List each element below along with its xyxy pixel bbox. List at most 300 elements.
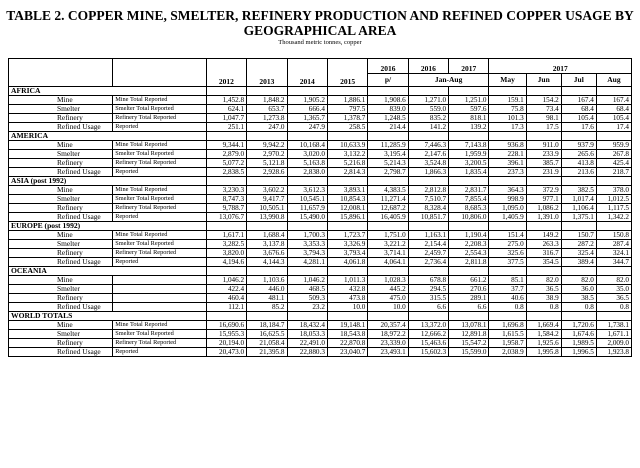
section-empty-cell [247, 87, 287, 96]
value-cell: 3,020.0 [287, 150, 327, 159]
title-line-2: GEOGRAPHICAL AREA [243, 23, 397, 38]
value-cell: 3,602.2 [247, 186, 287, 195]
value-cell: 101.3 [489, 114, 526, 123]
value-cell: 1,103.6 [247, 276, 287, 285]
section-empty-cell [526, 222, 561, 231]
value-cell: 218.7 [596, 168, 631, 177]
value-cell: 666.4 [287, 105, 327, 114]
value-cell: 1,995.8 [526, 348, 561, 357]
row-label: Smelter [9, 195, 113, 204]
value-cell: 16,625.5 [247, 330, 287, 339]
value-cell: 3,794.3 [287, 249, 327, 258]
value-cell: 413.8 [561, 159, 596, 168]
value-cell: 2,928.6 [247, 168, 287, 177]
value-cell: 12,008.1 [327, 204, 367, 213]
value-cell: 1,011.3 [327, 276, 367, 285]
section-empty-cell [561, 87, 596, 96]
header-corner-label [9, 59, 113, 87]
section-empty-cell [206, 267, 246, 276]
section-empty-cell [408, 87, 448, 96]
table-row [9, 303, 632, 312]
value-cell: 287.4 [596, 240, 631, 249]
value-cell: 344.7 [596, 258, 631, 267]
row-label: Refined Usage [9, 258, 113, 267]
value-cell: 9,788.7 [206, 204, 246, 213]
value-cell: 1,688.4 [247, 231, 287, 240]
section-empty-cell [287, 87, 327, 96]
section-empty-cell [449, 132, 489, 141]
value-cell: 1,012.5 [596, 195, 631, 204]
value-cell: 17.4 [596, 123, 631, 132]
section-empty-cell [526, 177, 561, 186]
value-cell: 15,599.0 [449, 348, 489, 357]
value-cell: 3,326.9 [327, 240, 367, 249]
value-cell: 35.0 [596, 285, 631, 294]
value-cell: 378.0 [596, 186, 631, 195]
row-label: Refined Usage [9, 123, 113, 132]
value-cell: 0.8 [596, 303, 631, 312]
value-cell: 468.5 [287, 285, 327, 294]
section-empty-cell [596, 177, 631, 186]
value-cell: 82.0 [561, 276, 596, 285]
value-cell: 364.3 [489, 186, 526, 195]
value-cell: 36.0 [561, 285, 596, 294]
value-cell: 1,866.3 [408, 168, 448, 177]
value-cell: 20,194.0 [206, 339, 246, 348]
value-cell: 159.1 [489, 96, 526, 105]
section-empty-cell [561, 312, 596, 321]
value-cell: 141.2 [408, 123, 448, 132]
value-cell: 149.2 [526, 231, 561, 240]
section-name: EUROPE (post 1992) [9, 222, 207, 231]
value-cell: 8,328.4 [408, 204, 448, 213]
value-cell: 251.1 [206, 123, 246, 132]
value-cell: 13,076.7 [206, 213, 246, 222]
value-cell: 23,493.1 [368, 348, 408, 357]
section-row [9, 312, 632, 321]
value-cell: 937.9 [561, 141, 596, 150]
value-cell: 20,473.0 [206, 348, 246, 357]
value-cell: 1,696.8 [489, 321, 526, 330]
value-cell: 911.0 [526, 141, 561, 150]
value-cell: 8,685.3 [449, 204, 489, 213]
value-cell: 1,615.5 [489, 330, 526, 339]
header-year-2015: 2015 [327, 59, 367, 87]
section-empty-cell [206, 222, 246, 231]
section-empty-cell [368, 222, 408, 231]
value-cell: 287.2 [561, 240, 596, 249]
section-name: OCEANIA [9, 267, 207, 276]
table-row [9, 150, 632, 159]
value-cell: 2,838.0 [287, 168, 327, 177]
value-cell: 1,452.8 [206, 96, 246, 105]
table-row [9, 213, 632, 222]
value-cell: 3,893.1 [327, 186, 367, 195]
section-empty-cell [247, 132, 287, 141]
value-cell: 475.0 [368, 294, 408, 303]
section-empty-cell [408, 267, 448, 276]
value-cell: 1,086.2 [526, 204, 561, 213]
value-cell: 425.4 [596, 159, 631, 168]
value-cell: 38.5 [561, 294, 596, 303]
value-cell: 325.6 [489, 249, 526, 258]
value-cell: 2,736.4 [408, 258, 448, 267]
value-cell: 294.5 [408, 285, 448, 294]
value-cell: 112.1 [206, 303, 246, 312]
value-cell: 1,248.5 [368, 114, 408, 123]
value-cell: 11,657.9 [287, 204, 327, 213]
section-empty-cell [206, 312, 246, 321]
value-cell: 3,195.4 [368, 150, 408, 159]
value-cell: 23,040.7 [327, 348, 367, 357]
value-cell: 4,064.1 [368, 258, 408, 267]
value-cell: 432.8 [327, 285, 367, 294]
value-cell: 2,459.7 [408, 249, 448, 258]
value-cell: 1,163.1 [408, 231, 448, 240]
table-title [0, 0, 640, 38]
section-empty-cell [368, 267, 408, 276]
section-name: WORLD TOTALS [9, 312, 207, 321]
value-cell: 998.9 [489, 195, 526, 204]
row-label: Mine [9, 231, 113, 240]
value-cell: 1,848.2 [247, 96, 287, 105]
table-row [9, 348, 632, 357]
section-empty-cell [526, 132, 561, 141]
header-monthly-2017: 2017 [489, 59, 632, 74]
value-cell: 1,908.6 [368, 96, 408, 105]
section-empty-cell [449, 222, 489, 231]
table-row [9, 321, 632, 330]
value-cell: 835.2 [408, 114, 448, 123]
section-empty-cell [596, 87, 631, 96]
value-cell: 17.5 [526, 123, 561, 132]
row-label: Refinery [9, 114, 113, 123]
value-cell: 105.4 [596, 114, 631, 123]
value-cell: 8,747.3 [206, 195, 246, 204]
value-cell: 3,820.0 [206, 249, 246, 258]
section-empty-cell [561, 222, 596, 231]
value-cell: 36.5 [596, 294, 631, 303]
header-year-2016: 2016 [368, 59, 408, 74]
value-cell: 389.4 [561, 258, 596, 267]
row-description: Reported [113, 213, 207, 222]
value-cell: 1,835.4 [449, 168, 489, 177]
value-cell: 2,038.9 [489, 348, 526, 357]
value-cell: 0.8 [489, 303, 526, 312]
section-empty-cell [327, 267, 367, 276]
value-cell: 16,405.9 [368, 213, 408, 222]
section-empty-cell [408, 222, 448, 231]
value-cell: 1,106.4 [561, 204, 596, 213]
value-cell: 0.8 [561, 303, 596, 312]
value-cell: 1,700.3 [287, 231, 327, 240]
row-description: Reported [113, 348, 207, 357]
value-cell: 1,674.6 [561, 330, 596, 339]
value-cell: 213.6 [561, 168, 596, 177]
row-description: Mine Total Reported [113, 186, 207, 195]
value-cell: 10,505.1 [247, 204, 287, 213]
section-row [9, 87, 632, 96]
header-year-2012: 2012 [206, 59, 246, 87]
row-label: Refined Usage [9, 303, 113, 312]
value-cell: 1,720.6 [561, 321, 596, 330]
section-empty-cell [327, 87, 367, 96]
row-description [113, 303, 207, 312]
header-ytd-2016: 2016 [408, 59, 448, 74]
row-label: Refinery [9, 204, 113, 213]
value-cell: 247.0 [247, 123, 287, 132]
value-cell: 1,905.2 [287, 96, 327, 105]
section-empty-cell [449, 312, 489, 321]
value-cell: 21,395.8 [247, 348, 287, 357]
value-cell: 68.4 [596, 105, 631, 114]
row-label: Smelter [9, 150, 113, 159]
value-cell: 167.4 [596, 96, 631, 105]
table-row [9, 231, 632, 240]
section-name: AFRICA [9, 87, 207, 96]
section-row [9, 177, 632, 186]
header-preliminary-mark: p/ [368, 74, 408, 87]
value-cell: 0.8 [526, 303, 561, 312]
value-cell: 11,285.9 [368, 141, 408, 150]
table-body [9, 87, 632, 357]
section-empty-cell [489, 132, 526, 141]
row-label: Mine [9, 186, 113, 195]
value-cell: 1,925.6 [526, 339, 561, 348]
row-description [113, 294, 207, 303]
value-cell: 316.7 [526, 249, 561, 258]
section-empty-cell [489, 222, 526, 231]
value-cell: 289.1 [449, 294, 489, 303]
value-cell: 2,812.8 [408, 186, 448, 195]
value-cell: 2,838.5 [206, 168, 246, 177]
value-cell: 38.9 [526, 294, 561, 303]
section-empty-cell [449, 267, 489, 276]
value-cell: 7,510.7 [408, 195, 448, 204]
value-cell: 1,190.4 [449, 231, 489, 240]
row-label: Refinery [9, 294, 113, 303]
value-cell: 150.7 [561, 231, 596, 240]
section-name: ASIA (post 1992) [9, 177, 207, 186]
value-cell: 85.1 [489, 276, 526, 285]
value-cell: 13,078.1 [449, 321, 489, 330]
section-empty-cell [247, 222, 287, 231]
value-cell: 15,547.2 [449, 339, 489, 348]
value-cell: 105.4 [561, 114, 596, 123]
value-cell: 4,144.3 [247, 258, 287, 267]
value-cell: 1,028.3 [368, 276, 408, 285]
value-cell: 13,372.0 [408, 321, 448, 330]
value-cell: 797.5 [327, 105, 367, 114]
value-cell: 15,463.6 [408, 339, 448, 348]
value-cell: 12,891.8 [449, 330, 489, 339]
value-cell: 18,432.4 [287, 321, 327, 330]
value-cell: 1,989.5 [561, 339, 596, 348]
value-cell: 6.6 [408, 303, 448, 312]
row-label: Mine [9, 276, 113, 285]
section-empty-cell [596, 267, 631, 276]
value-cell: 20,357.4 [368, 321, 408, 330]
value-cell: 18,972.2 [368, 330, 408, 339]
value-cell: 18,543.8 [327, 330, 367, 339]
value-cell: 19,148.1 [327, 321, 367, 330]
section-empty-cell [489, 267, 526, 276]
value-cell: 10,633.9 [327, 141, 367, 150]
row-description: Mine Total Reported [113, 321, 207, 330]
value-cell: 4,383.5 [368, 186, 408, 195]
section-empty-cell [287, 177, 327, 186]
section-empty-cell [449, 87, 489, 96]
section-empty-cell [489, 312, 526, 321]
value-cell: 18,053.3 [287, 330, 327, 339]
table-row [9, 186, 632, 195]
value-cell: 3,230.3 [206, 186, 246, 195]
table-row [9, 339, 632, 348]
value-cell: 82.0 [526, 276, 561, 285]
value-cell: 382.5 [561, 186, 596, 195]
value-cell: 75.8 [489, 105, 526, 114]
section-empty-cell [596, 132, 631, 141]
section-name: AMERICA [9, 132, 207, 141]
section-empty-cell [368, 312, 408, 321]
value-cell: 977.1 [526, 195, 561, 204]
value-cell: 1,375.1 [561, 213, 596, 222]
value-cell: 10.0 [368, 303, 408, 312]
section-empty-cell [247, 312, 287, 321]
section-empty-cell [287, 222, 327, 231]
section-row [9, 222, 632, 231]
row-description: Smelter Total Reported [113, 330, 207, 339]
row-description: Reported [113, 168, 207, 177]
value-cell: 11,271.4 [368, 195, 408, 204]
value-cell: 3,714.1 [368, 249, 408, 258]
value-cell: 2,798.7 [368, 168, 408, 177]
value-cell: 1,391.0 [526, 213, 561, 222]
value-cell: 17.6 [561, 123, 596, 132]
value-cell: 559.0 [408, 105, 448, 114]
value-cell: 1,017.4 [561, 195, 596, 204]
value-cell: 10.0 [327, 303, 367, 312]
value-cell: 3,221.2 [368, 240, 408, 249]
value-cell: 1,751.0 [368, 231, 408, 240]
value-cell: 13,990.8 [247, 213, 287, 222]
value-cell: 5,214.3 [368, 159, 408, 168]
value-cell: 4,061.8 [327, 258, 367, 267]
value-cell: 2,208.3 [449, 240, 489, 249]
value-cell: 324.1 [596, 249, 631, 258]
header-month-aug: Aug [596, 74, 631, 87]
value-cell: 1,046.2 [287, 276, 327, 285]
row-description: Refinery Total Reported [113, 114, 207, 123]
section-empty-cell [327, 222, 367, 231]
header-month-may: May [489, 74, 526, 87]
row-description: Smelter Total Reported [113, 105, 207, 114]
value-cell: 3,200.5 [449, 159, 489, 168]
row-label: Refined Usage [9, 168, 113, 177]
section-empty-cell [206, 87, 246, 96]
value-cell: 22,870.8 [327, 339, 367, 348]
section-empty-cell [526, 312, 561, 321]
value-cell: 1,095.0 [489, 204, 526, 213]
section-empty-cell [287, 132, 327, 141]
value-cell: 396.1 [489, 159, 526, 168]
row-description: Smelter Total Reported [113, 150, 207, 159]
header-corner-desc [113, 59, 207, 87]
value-cell: 1,271.0 [408, 96, 448, 105]
table-subtitle: Thousand metric tonnes, copper [278, 39, 362, 46]
header-month-jun: Jun [526, 74, 561, 87]
value-cell: 10,854.3 [327, 195, 367, 204]
value-cell: 839.0 [368, 105, 408, 114]
copper-production-table [8, 58, 632, 357]
row-description: Smelter Total Reported [113, 195, 207, 204]
value-cell: 3,132.2 [327, 150, 367, 159]
value-cell: 7,446.3 [408, 141, 448, 150]
header-year-2013: 2013 [247, 59, 287, 87]
value-cell: 15,490.0 [287, 213, 327, 222]
value-cell: 40.6 [489, 294, 526, 303]
header-year-2014: 2014 [287, 59, 327, 87]
value-cell: 151.4 [489, 231, 526, 240]
table-row [9, 141, 632, 150]
value-cell: 5,121.8 [247, 159, 287, 168]
value-cell: 509.3 [287, 294, 327, 303]
row-description: Refinery Total Reported [113, 339, 207, 348]
value-cell: 1,378.7 [327, 114, 367, 123]
table-row [9, 114, 632, 123]
value-cell: 2,970.2 [247, 150, 287, 159]
value-cell: 9,417.7 [247, 195, 287, 204]
value-cell: 3,137.8 [247, 240, 287, 249]
table-row [9, 204, 632, 213]
section-empty-cell [206, 132, 246, 141]
value-cell: 445.2 [368, 285, 408, 294]
value-cell: 3,282.5 [206, 240, 246, 249]
value-cell: 1,886.1 [327, 96, 367, 105]
value-cell: 1,047.7 [206, 114, 246, 123]
value-cell: 10,806.0 [449, 213, 489, 222]
section-empty-cell [327, 312, 367, 321]
value-cell: 73.4 [526, 105, 561, 114]
value-cell: 7,143.8 [449, 141, 489, 150]
section-empty-cell [596, 312, 631, 321]
section-empty-cell [327, 132, 367, 141]
value-cell: 1,723.7 [327, 231, 367, 240]
table-row [9, 276, 632, 285]
value-cell: 5,077.2 [206, 159, 246, 168]
value-cell: 1,958.7 [489, 339, 526, 348]
table-row [9, 105, 632, 114]
row-label: Refinery [9, 339, 113, 348]
value-cell: 2,154.4 [408, 240, 448, 249]
value-cell: 1,342.2 [596, 213, 631, 222]
table-row [9, 159, 632, 168]
value-cell: 10,168.4 [287, 141, 327, 150]
section-empty-cell [206, 177, 246, 186]
value-cell: 1,117.5 [596, 204, 631, 213]
value-cell: 1,251.0 [449, 96, 489, 105]
value-cell: 22,880.3 [287, 348, 327, 357]
value-cell: 4,281.1 [287, 258, 327, 267]
value-cell: 7,855.4 [449, 195, 489, 204]
value-cell: 460.4 [206, 294, 246, 303]
value-cell: 624.1 [206, 105, 246, 114]
value-cell: 10,545.1 [287, 195, 327, 204]
row-label: Smelter [9, 285, 113, 294]
row-description: Refinery Total Reported [113, 159, 207, 168]
section-empty-cell [526, 267, 561, 276]
value-cell: 36.5 [526, 285, 561, 294]
